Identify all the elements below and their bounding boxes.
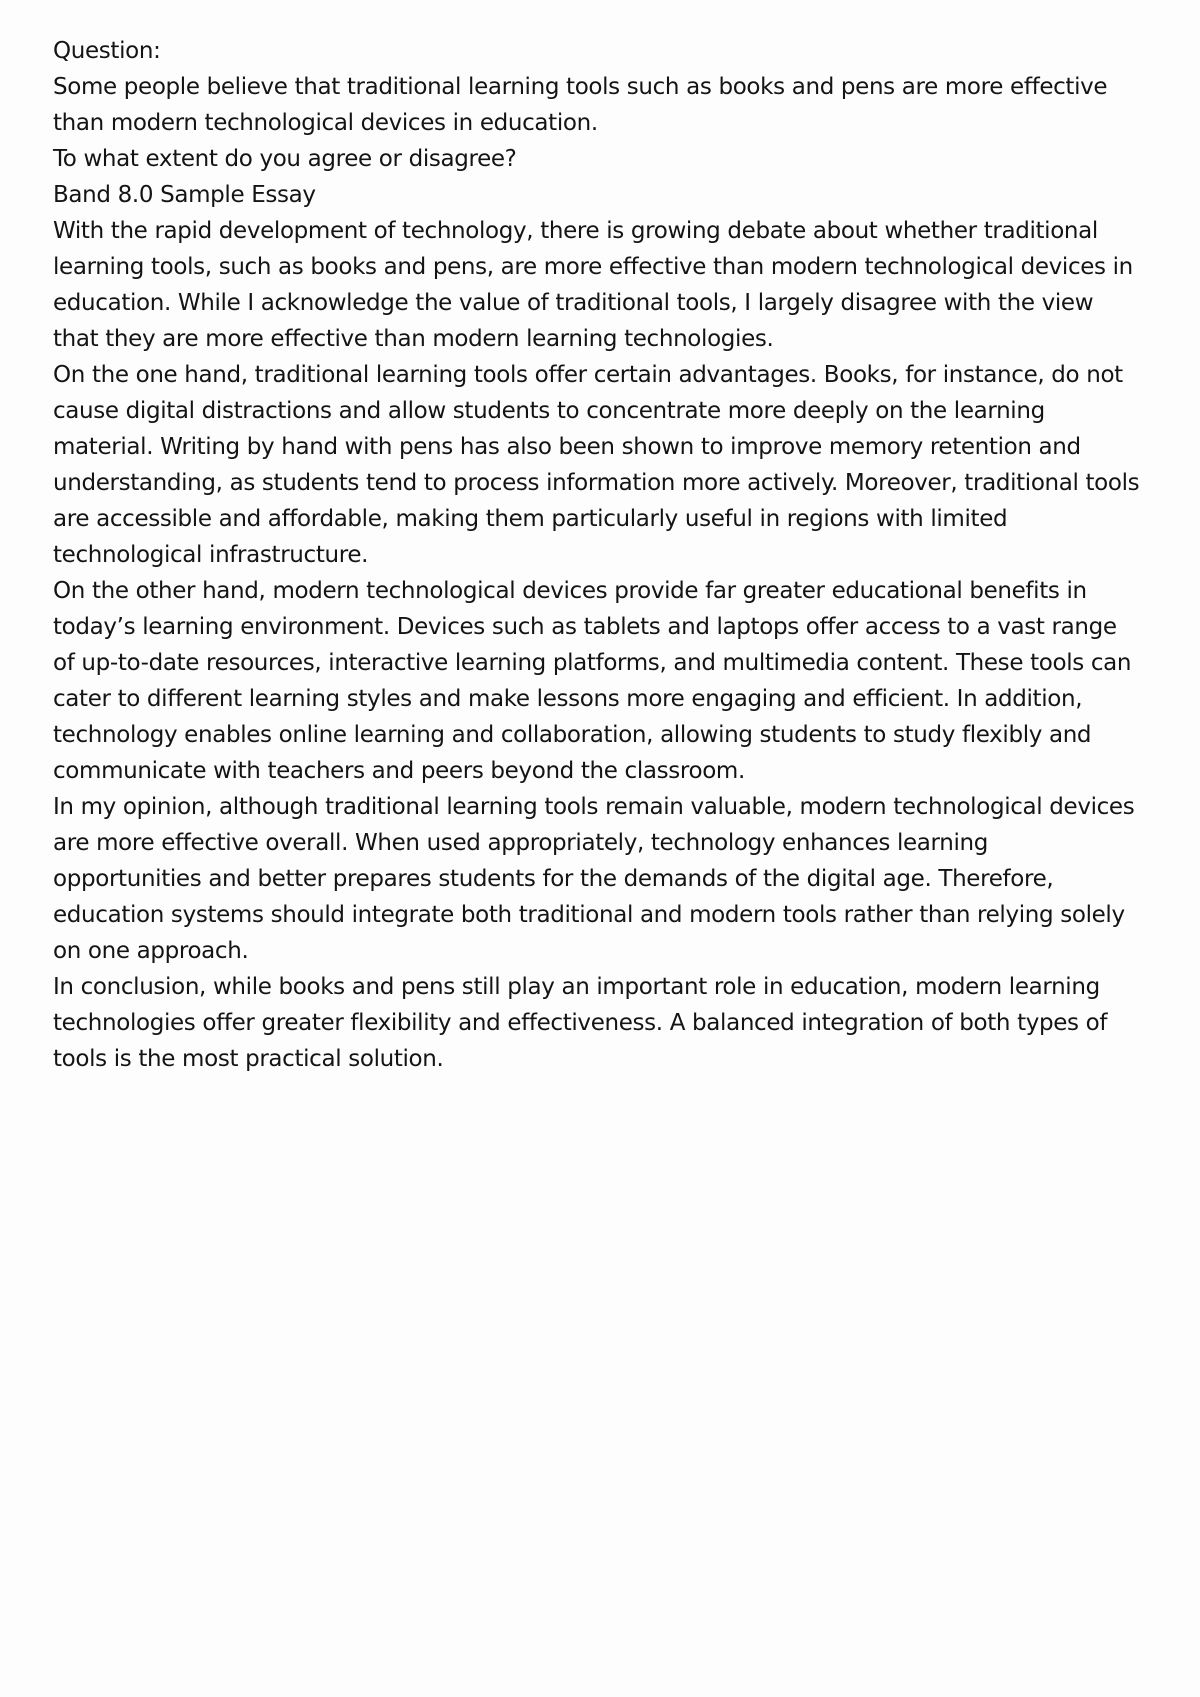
essay-paragraph-introduction: With the rapid development of technology, there is growing debate about whether traditional learning tools, such as books and pens, are more effective than modern technological devices in education. While I acknowledge the value of traditional tools, I largely disagree with the view that they are more effective than modern learning technologies. bbox=[53, 218, 1133, 352]
essay-paragraph-opinion: In my opinion, although traditional learning tools remain valuable, modern technological devices are more effective overall. When used appropriately, technology enhances learning opportunities and better prepares students for the demands of the digital age. Therefore, education systems should integrate both traditional and modern tools rather than relying solely on one approach. bbox=[53, 794, 1135, 964]
essay-prompt-question: To what extent do you agree or disagree? bbox=[53, 146, 517, 172]
essay-paragraph-conclusion: In conclusion, while books and pens still play an important role in education, modern learning technologies offer greater flexibility and effectiveness. A balanced integration of both types of tools is the most practical solution. bbox=[53, 974, 1108, 1072]
essay-heading: Band 8.0 Sample Essay bbox=[53, 182, 316, 208]
document-body bbox=[53, 33, 1143, 1077]
essay-paragraph-traditional-tools: On the one hand, traditional learning tools offer certain advantages. Books, for instance, do not cause digital distractions and allow students to concentrate more deeply on the learning material. Writing by hand with pens has also been shown to improve memory retention and understanding, as students tend to process information more actively. Moreover, traditional tools are accessible and affordable, making them particularly useful in regions with limited technological infrastructure. bbox=[53, 362, 1140, 568]
essay-paragraph-modern-devices: On the other hand, modern technological devices provide far greater educational benefits in today’s learning environment. Devices such as tablets and laptops offer access to a vast range of up-to-date resources, interactive learning platforms, and multimedia content. These tools can cater to different learning styles and make lessons more engaging and efficient. In addition, technology enables online learning and collaboration, allowing students to study flexibly and communicate with teachers and peers beyond the classroom. bbox=[53, 578, 1132, 784]
essay-prompt: Some people believe that traditional learning tools such as books and pens are more effective than modern technological devices in education. bbox=[53, 74, 1108, 136]
question-label: Question: bbox=[53, 38, 161, 64]
